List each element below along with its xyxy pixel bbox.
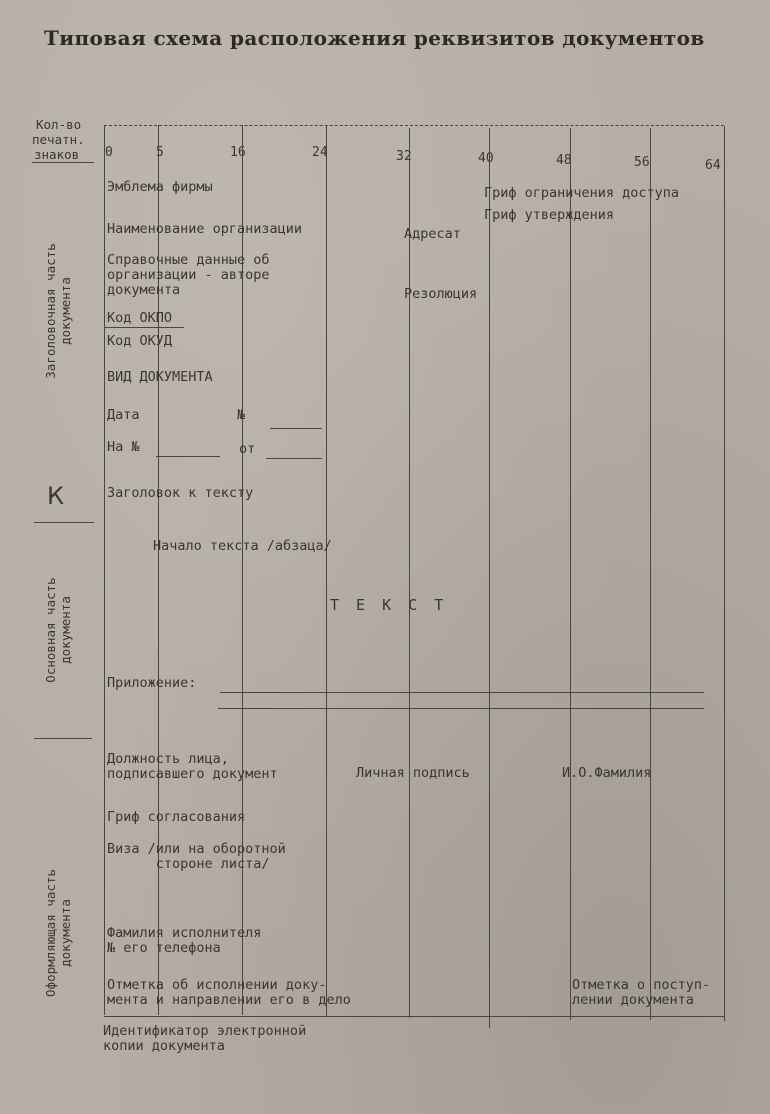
ruler-tick-64: 64 <box>705 158 721 173</box>
column-line-0 <box>104 125 105 1015</box>
page-title: Типовая схема расположения реквизитов документов <box>44 26 705 50</box>
req-reply-to: На № <box>107 439 140 455</box>
req-attachment: Приложение: <box>107 675 197 691</box>
section-divider-1 <box>34 522 94 523</box>
req-signer-position: Должность лица, подписавшего документ <box>107 751 278 782</box>
section-label-main: Основная часть документа <box>43 577 73 683</box>
req-signer-name: И.О.Фамилия <box>562 765 652 781</box>
reply-date-fill-line <box>266 458 322 459</box>
column-line-48 <box>570 128 571 1020</box>
number-fill-line <box>270 428 322 429</box>
column-line-24 <box>326 125 327 1016</box>
ruler-label-underline <box>32 162 94 163</box>
ruler-tick-24: 24 <box>312 145 328 160</box>
req-reference-info: Справочные данные об организации - авторе документа <box>107 252 270 298</box>
req-coordination-stamp: Гриф согласования <box>107 809 246 825</box>
column-line-40 <box>489 128 490 1028</box>
req-date: Дата <box>107 407 140 423</box>
column-line-56 <box>650 128 651 1020</box>
section-k-mark: К <box>47 482 65 510</box>
req-electronic-id: Идентификатор электронной копии документа <box>103 1023 307 1054</box>
req-text-start: Начало текста /абзаца/ <box>153 538 332 554</box>
req-okpo: Код ОКПО <box>107 310 173 326</box>
req-text: Т Е К С Т <box>330 596 448 614</box>
req-receipt-mark: Отметка о поступ- лении документа <box>572 977 711 1008</box>
ruler-label-line1: Кол-во <box>36 117 82 132</box>
req-doc-type: ВИД ДОКУМЕНТА <box>107 369 213 385</box>
attachment-line-1 <box>220 692 704 693</box>
ruler-tick-56: 56 <box>634 155 650 170</box>
req-from: от <box>239 441 256 457</box>
req-org-name: Наименование организации <box>107 221 303 237</box>
req-signature: Личная подпись <box>356 765 470 781</box>
ruler-tick-48: 48 <box>556 153 572 168</box>
req-okud: Код ОКУД <box>107 333 173 349</box>
req-heading: Заголовок к тексту <box>107 485 254 501</box>
reply-number-fill-line <box>156 456 220 457</box>
req-resolution: Резолюция <box>404 286 478 302</box>
ruler-tick-16: 16 <box>230 145 246 160</box>
ruler-tick-40: 40 <box>478 151 494 166</box>
req-addressee: Адресат <box>404 226 461 242</box>
req-access-stamp: Гриф ограничения доступа <box>484 185 680 201</box>
column-line-64 <box>724 126 725 1021</box>
req-emblem: Эмблема фирмы <box>107 179 213 195</box>
req-visa: Виза /или на оборотной стороне листа/ <box>107 841 286 872</box>
attachment-line-2 <box>218 708 704 709</box>
ruler-tick-32: 32 <box>396 149 412 164</box>
ruler-label-line3: знаков <box>34 147 80 162</box>
ruler-tick-0: 0 <box>105 145 113 160</box>
ruler-label-line2: печатн. <box>32 132 85 147</box>
section-label-header: Заголовочная часть документа <box>43 243 73 379</box>
req-approval-stamp: Гриф утверждения <box>484 207 615 223</box>
form-bottom-line <box>104 1016 724 1017</box>
section-divider-2 <box>34 738 92 739</box>
ruler-tick-5: 5 <box>156 145 164 160</box>
section-label-closing: Оформляющая часть документа <box>43 869 73 997</box>
okpo-box-line <box>104 327 184 328</box>
req-executor: Фамилия исполнителя № его телефона <box>107 925 262 956</box>
req-execution-mark: Отметка об исполнении доку- мента и направлении его в дело <box>107 977 351 1008</box>
column-line-32 <box>409 128 410 1018</box>
ruler-top-line <box>104 125 724 126</box>
req-number-sign: № <box>237 407 246 423</box>
